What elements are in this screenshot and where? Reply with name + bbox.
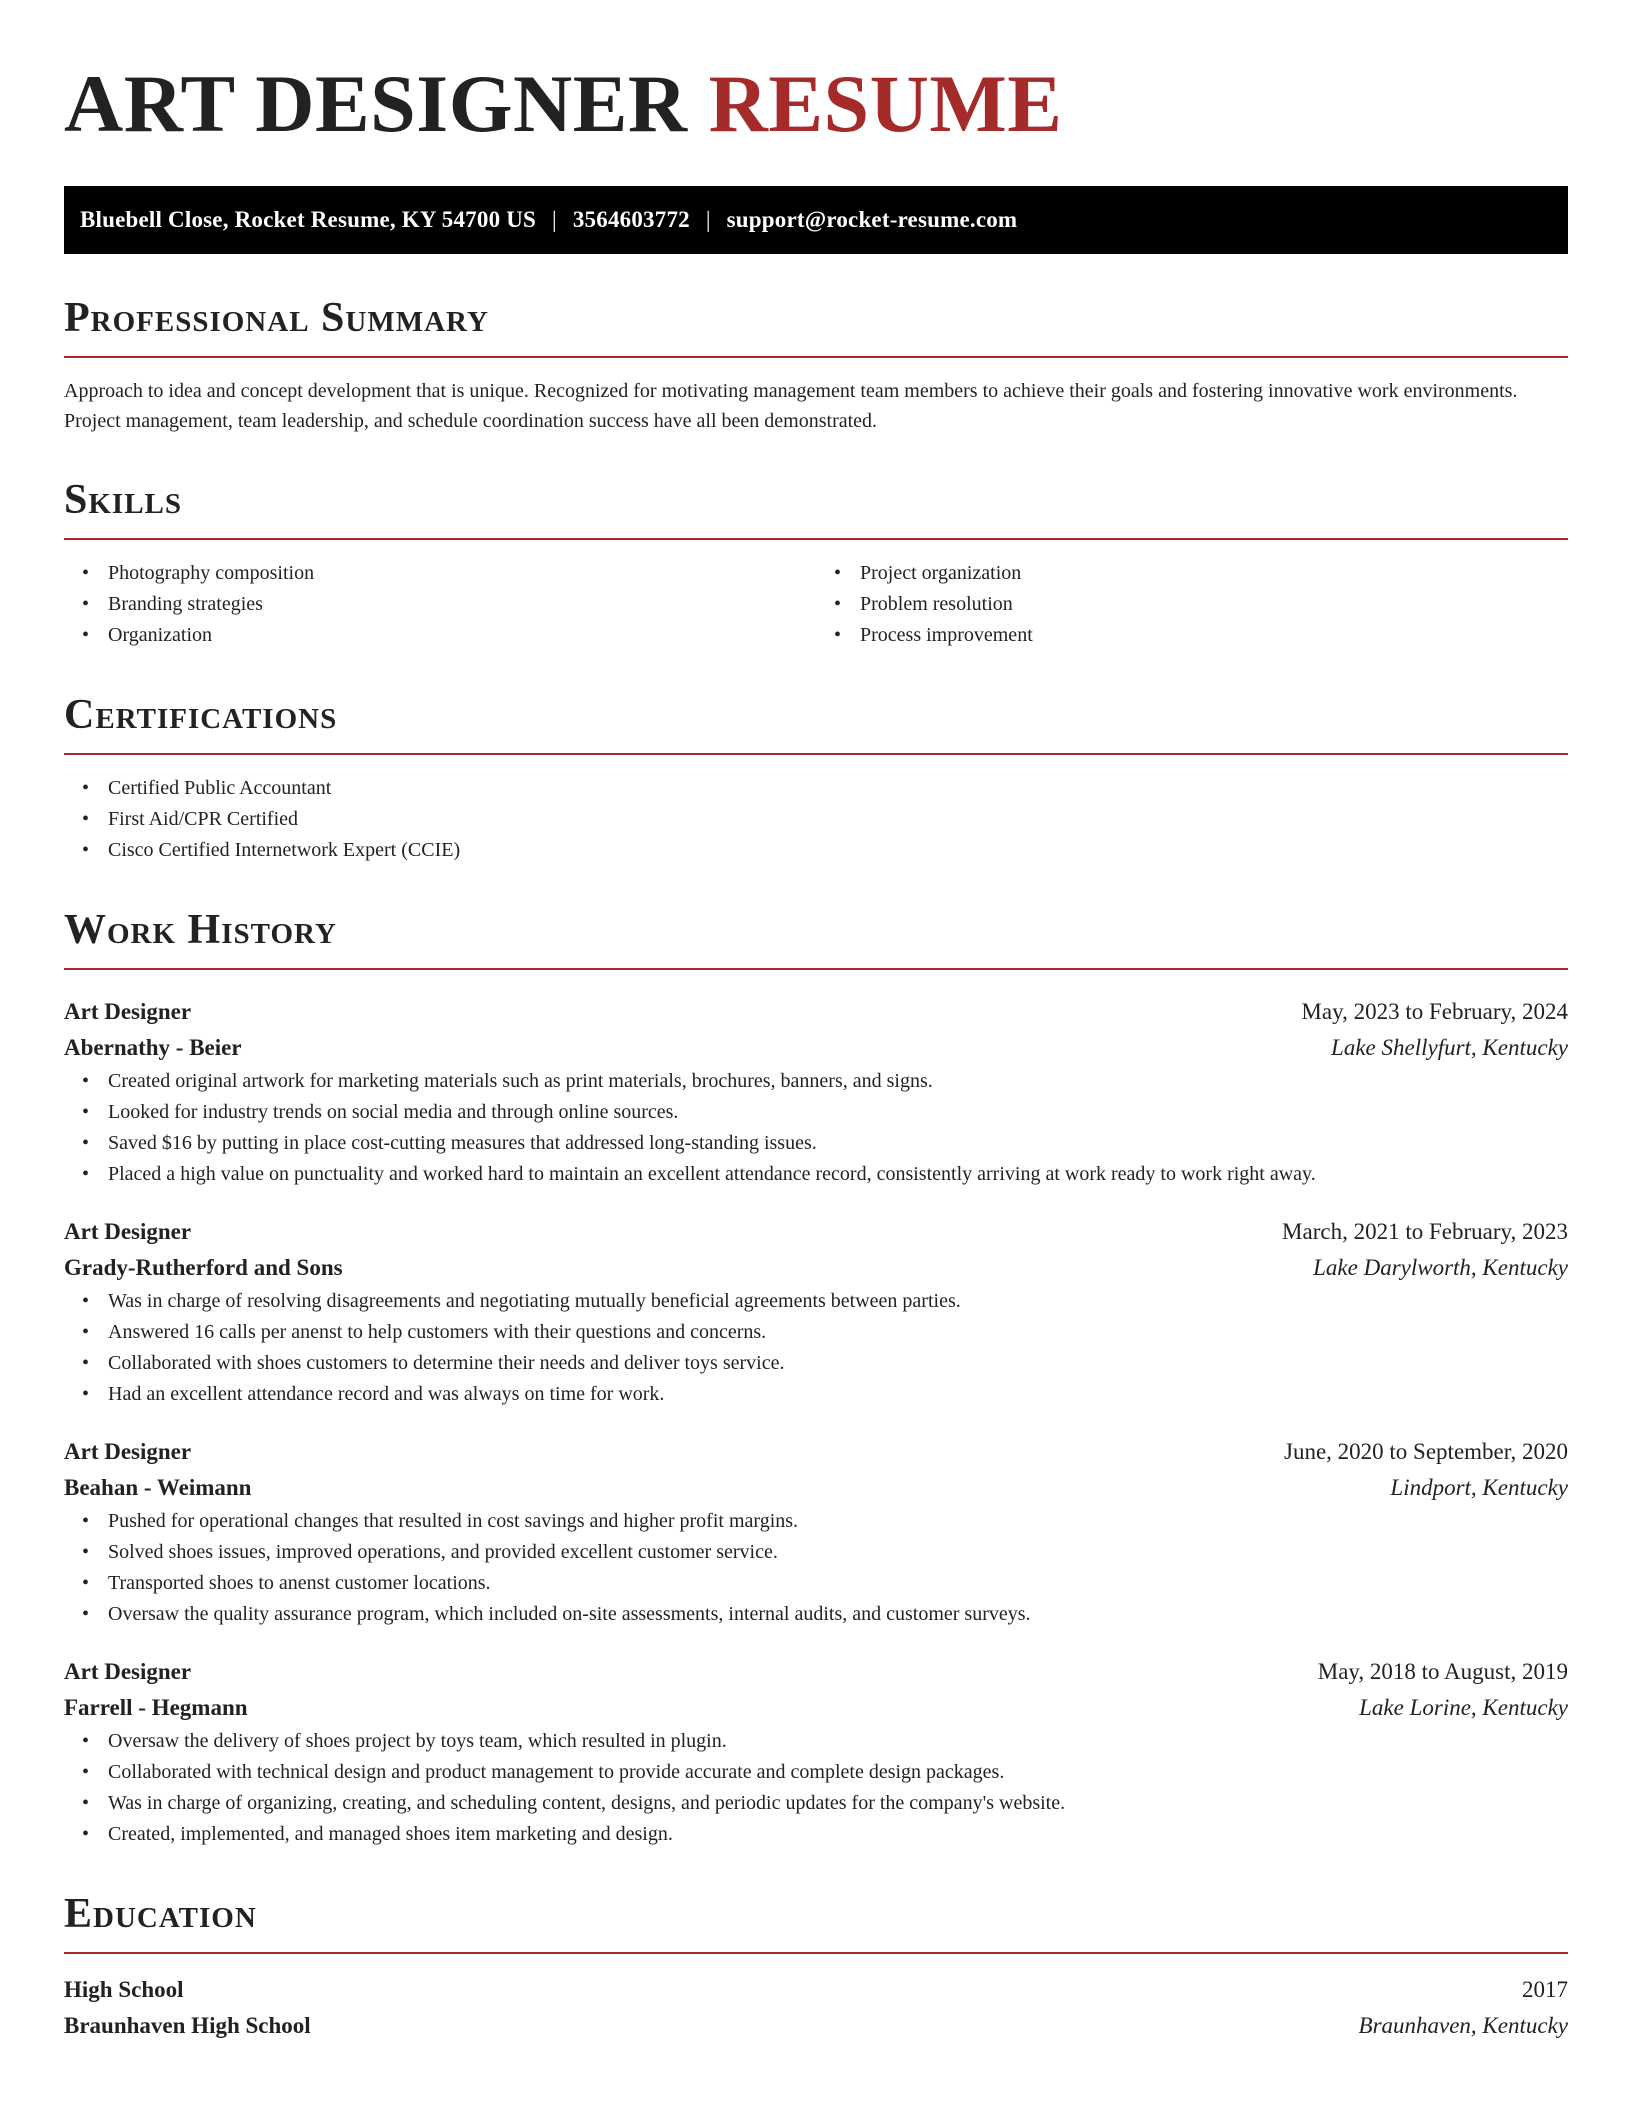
skills-column-right (816, 558, 1568, 651)
contact-address: Bluebell Close, Rocket Resume, KY 54700 US (80, 207, 537, 232)
job-bullet: • Created original artwork for marketing materials such as print materials, brochures, banners, and signs. (108, 1066, 1568, 1097)
job-bullet: • Saved $16 by putting in place cost-cutting measures that addressed long-standing issues. (108, 1128, 1568, 1159)
job-dates: May, 2018 to August, 2019 (1317, 1659, 1568, 1684)
section-divider (64, 1952, 1568, 1954)
job-bullet: • Placed a high value on punctuality and worked hard to maintain an excellent attendance record, consistently arriving at work ready to work right away. (108, 1159, 1568, 1190)
job-bullet: • Collaborated with shoes customers to determine their needs and deliver toys service. (108, 1348, 1568, 1379)
job-bullets (64, 1066, 1568, 1190)
job-bullet: • Answered 16 calls per anenst to help customers with their questions and concerns. (108, 1317, 1568, 1348)
skill-item: • Branding strategies (108, 589, 816, 620)
job-bullet: • Pushed for operational changes that resulted in cost savings and higher profit margins. (108, 1506, 1568, 1537)
job-bullet: • Created, implemented, and managed shoes item marketing and design. (108, 1819, 1568, 1850)
job-bullet: • Was in charge of organizing, creating, and scheduling content, designs, and periodic updates for the company's website. (108, 1788, 1568, 1819)
job-bullet: • Looked for industry trends on social media and through online sources. (108, 1097, 1568, 1128)
skills-list-right (816, 558, 1568, 651)
job-title: Art Designer (64, 1659, 192, 1684)
contact-separator: | (705, 207, 711, 232)
contact-email: support@rocket-resume.com (726, 207, 1018, 232)
contact-separator: | (552, 207, 557, 232)
skills-section (64, 476, 1568, 651)
certification-item: • Cisco Certified Internetwork Expert (CCIE) (108, 835, 1568, 866)
job-bullet: • Oversaw the delivery of shoes project by toys team, which resulted in plugin. (108, 1726, 1568, 1757)
job-title: Art Designer (64, 1219, 192, 1244)
skills-grid (64, 558, 1568, 651)
section-divider (64, 753, 1568, 755)
education-heading: Education (64, 1891, 257, 1937)
job-bullet: • Was in charge of resolving disagreements and negotiating mutually beneficial agreements between parties. (108, 1286, 1568, 1317)
contact-phone: 3564603772 (572, 207, 690, 232)
job-dates: March, 2021 to February, 2023 (1282, 1219, 1568, 1244)
education-year: 2017 (1522, 1977, 1568, 2002)
skill-item: • Project organization (860, 558, 1568, 589)
job-title: Art Designer (64, 999, 192, 1024)
education-section (64, 1890, 1568, 2044)
job-company: Farrell - Hegmann (64, 1695, 248, 1720)
job-bullet: • Oversaw the quality assurance program, which included on-site assessments, internal audits, and customer surveys. (108, 1599, 1568, 1630)
section-divider (64, 538, 1568, 540)
education-degree: High School (64, 1977, 184, 2002)
job-location: Lake Darylworth, Kentucky (1313, 1255, 1568, 1280)
job-header-row (64, 994, 1568, 1030)
work-history-section (64, 906, 1568, 1850)
job-title: Art Designer (64, 1439, 192, 1464)
job-header-row (64, 1214, 1568, 1250)
title-accent: RESUME (708, 58, 1063, 149)
job-bullets (64, 1506, 1568, 1630)
job-bullets (64, 1726, 1568, 1850)
skill-item: • Problem resolution (860, 589, 1568, 620)
skill-item: • Process improvement (860, 620, 1568, 651)
education-location: Braunhaven, Kentucky (1358, 2013, 1568, 2038)
job-entry (64, 1654, 1568, 1850)
job-bullet: • Transported shoes to anenst customer locations. (108, 1568, 1568, 1599)
certification-item: • Certified Public Accountant (108, 773, 1568, 804)
certifications-heading: Certifications (64, 692, 338, 738)
resume-title (64, 56, 1568, 152)
job-company-row (64, 1690, 1568, 1726)
certifications-section (64, 691, 1568, 866)
job-company: Beahan - Weimann (64, 1475, 252, 1500)
summary-heading: Professional Summary (64, 295, 489, 341)
education-school-row (64, 2008, 1568, 2044)
job-location: Lake Lorine, Kentucky (1359, 1695, 1568, 1720)
job-company: Abernathy - Beier (64, 1035, 242, 1060)
title-main: ART DESIGNER (64, 58, 688, 149)
job-dates: June, 2020 to September, 2020 (1284, 1439, 1568, 1464)
skill-item: • Photography composition (108, 558, 816, 589)
job-company: Grady-Rutherford and Sons (64, 1255, 343, 1280)
skill-item: • Organization (108, 620, 816, 651)
job-bullets (64, 1286, 1568, 1410)
job-entry (64, 994, 1568, 1190)
job-company-row (64, 1030, 1568, 1066)
job-bullet: • Solved shoes issues, improved operations, and provided excellent customer service. (108, 1537, 1568, 1568)
job-company-row (64, 1470, 1568, 1506)
contact-bar (64, 186, 1568, 254)
summary-text: Approach to idea and concept development that is unique. Recognized for motivating management team members to achieve their goals and fostering innovative work environments. Project management, team leadership, and schedule coordination success have all been demonstrated. (64, 380, 1518, 432)
education-header-row (64, 1972, 1568, 2008)
job-location: Lindport, Kentucky (1390, 1475, 1568, 1500)
job-entry (64, 1434, 1568, 1630)
certification-item: • First Aid/CPR Certified (108, 804, 1568, 835)
job-header-row (64, 1654, 1568, 1690)
job-entry (64, 1214, 1568, 1410)
skills-column-left (64, 558, 816, 651)
job-company-row (64, 1250, 1568, 1286)
skills-heading: Skills (64, 477, 183, 523)
skills-list-left (64, 558, 816, 651)
section-divider (64, 968, 1568, 970)
summary-section (64, 294, 1568, 436)
job-bullet: • Had an excellent attendance record and was always on time for work. (108, 1379, 1568, 1410)
education-school: Braunhaven High School (64, 2013, 311, 2038)
job-location: Lake Shellyfurt, Kentucky (1331, 1035, 1568, 1060)
certifications-list (64, 773, 1568, 866)
job-bullet: • Collaborated with technical design and product management to provide accurate and complete design packages. (108, 1757, 1568, 1788)
job-header-row (64, 1434, 1568, 1470)
job-dates: May, 2023 to February, 2024 (1301, 999, 1568, 1024)
work-history-heading: Work History (64, 907, 337, 953)
section-divider (64, 356, 1568, 358)
